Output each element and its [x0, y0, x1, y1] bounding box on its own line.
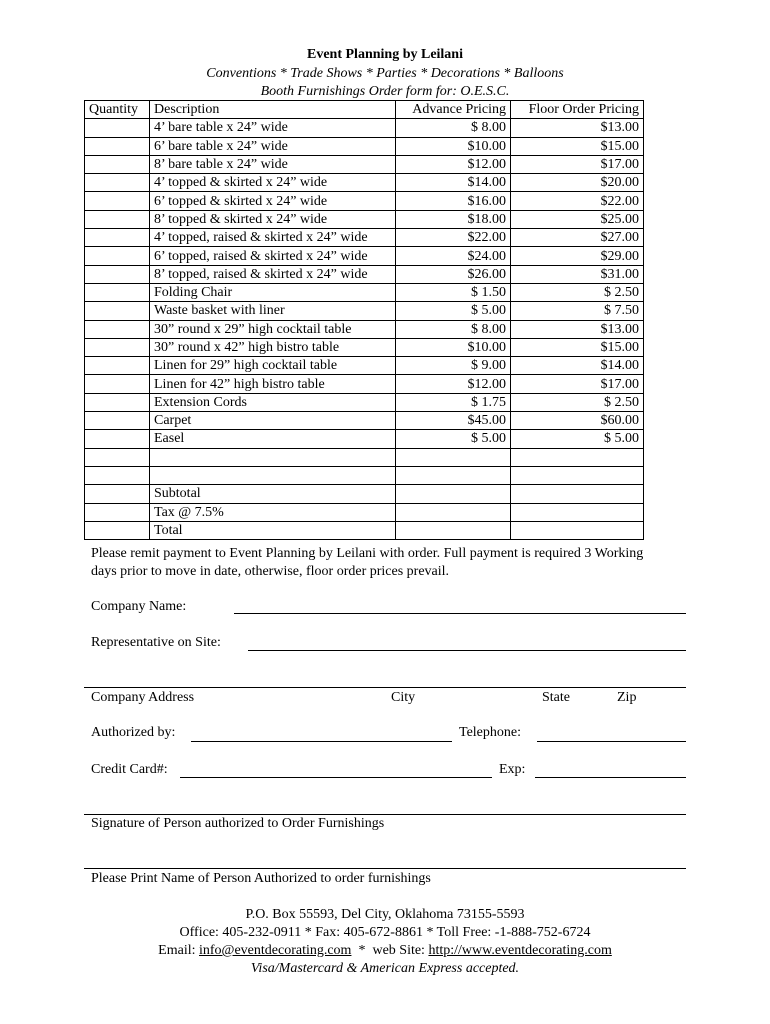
description-cell[interactable]	[150, 448, 396, 466]
table-row	[85, 320, 644, 338]
advance-price-cell: $10.00	[396, 137, 511, 155]
floor-price-cell: $ 2.50	[511, 393, 644, 411]
advance-price-cell: $ 5.00	[396, 302, 511, 320]
quantity-cell[interactable]	[85, 247, 150, 265]
total-row	[85, 521, 644, 539]
email-label: Email:	[158, 943, 196, 958]
description-cell: Folding Chair	[150, 283, 396, 301]
floor-price-cell: $20.00	[511, 174, 644, 192]
table-row	[85, 247, 644, 265]
company-address-field[interactable]	[84, 687, 686, 688]
company-name-field[interactable]	[234, 613, 686, 614]
website-link[interactable]: http://www.eventdecorating.com	[428, 943, 612, 958]
zip-label: Zip	[617, 690, 637, 705]
header-quantity: Quantity	[85, 101, 150, 119]
description-cell: 8’ topped & skirted x 24” wide	[150, 210, 396, 228]
advance-price-cell: $18.00	[396, 210, 511, 228]
floor-total-cell[interactable]	[511, 521, 644, 539]
quantity-cell	[85, 503, 150, 521]
blank-row	[85, 448, 644, 466]
table-row	[85, 174, 644, 192]
quantity-cell[interactable]	[85, 174, 150, 192]
city-label: City	[391, 690, 416, 705]
advance-price-cell: $ 8.00	[396, 320, 511, 338]
table-row	[85, 137, 644, 155]
advance-price-cell: $12.00	[396, 155, 511, 173]
description-cell: 6’ topped, raised & skirted x 24” wide	[150, 247, 396, 265]
quantity-cell[interactable]	[85, 137, 150, 155]
header-advance-pricing: Advance Pricing	[396, 101, 511, 119]
company-address-label: Company Address	[91, 690, 195, 705]
subtotal-label: Subtotal	[150, 485, 396, 503]
payment-note: Please remit payment to Event Planning by Leilani with order. Full payment is required 3 Working days prior to move in date, otherwise, floor order prices prevail.	[91, 546, 644, 579]
advance-price-cell: $ 5.00	[396, 430, 511, 448]
table-row	[85, 412, 644, 430]
quantity-cell[interactable]	[85, 375, 150, 393]
subtotal-row	[85, 485, 644, 503]
print-name-label: Please Print Name of Person Authorized to order furnishings	[91, 871, 431, 886]
floor-price-cell: $31.00	[511, 265, 644, 283]
floor-price-cell: $14.00	[511, 357, 644, 375]
telephone-label: Telephone:	[459, 725, 521, 740]
description-cell: 6’ bare table x 24” wide	[150, 137, 396, 155]
description-cell: Linen for 29” high cocktail table	[150, 357, 396, 375]
table-row	[85, 283, 644, 301]
floor-total-cell[interactable]	[511, 503, 644, 521]
description-cell: 30” round x 42” high bistro table	[150, 338, 396, 356]
quantity-cell[interactable]	[85, 119, 150, 137]
table-row	[85, 375, 644, 393]
quantity-cell[interactable]	[85, 357, 150, 375]
quantity-cell[interactable]	[85, 393, 150, 411]
advance-total-cell[interactable]	[396, 485, 511, 503]
order-table	[84, 100, 644, 540]
floor-price-cell[interactable]	[511, 466, 644, 484]
quantity-cell	[85, 485, 150, 503]
quantity-cell	[85, 521, 150, 539]
table-row	[85, 265, 644, 283]
tax-label: Tax @ 7.5%	[150, 503, 396, 521]
floor-price-cell: $60.00	[511, 412, 644, 430]
table-row	[85, 357, 644, 375]
footer-contact	[0, 942, 770, 960]
quantity-cell[interactable]	[85, 283, 150, 301]
floor-price-cell[interactable]	[511, 448, 644, 466]
print-name-field[interactable]	[84, 868, 686, 869]
advance-price-cell: $14.00	[396, 174, 511, 192]
footer-phones: Office: 405-232-0911 * Fax: 405-672-8861 * Toll Free: -1-888-752-6724	[179, 925, 591, 940]
advance-price-cell: $ 1.75	[396, 393, 511, 411]
header-description: Description	[150, 101, 396, 119]
header-floor-pricing: Floor Order Pricing	[511, 101, 644, 119]
exp-field[interactable]	[535, 777, 686, 778]
floor-price-cell: $15.00	[511, 137, 644, 155]
quantity-cell[interactable]	[85, 155, 150, 173]
description-cell: 8’ bare table x 24” wide	[150, 155, 396, 173]
credit-card-label: Credit Card#:	[91, 762, 168, 777]
company-name-label: Company Name:	[91, 599, 187, 614]
quantity-cell[interactable]	[85, 192, 150, 210]
floor-price-cell: $13.00	[511, 320, 644, 338]
floor-price-cell: $25.00	[511, 210, 644, 228]
advance-price-cell: $16.00	[396, 192, 511, 210]
services-subtitle: Conventions * Trade Shows * Parties * Decorations * Balloons	[206, 66, 564, 81]
table-row	[85, 430, 644, 448]
quantity-cell[interactable]	[85, 448, 150, 466]
email-link[interactable]: info@eventdecorating.com	[199, 943, 352, 958]
advance-price-cell: $26.00	[396, 265, 511, 283]
website-label: web Site:	[372, 943, 425, 958]
description-cell[interactable]	[150, 466, 396, 484]
table-header-row	[85, 101, 644, 119]
tax-row	[85, 503, 644, 521]
description-cell: 6’ topped & skirted x 24” wide	[150, 192, 396, 210]
floor-price-cell: $15.00	[511, 338, 644, 356]
advance-price-cell: $10.00	[396, 338, 511, 356]
footer-payment-cards	[0, 960, 770, 978]
advance-price-cell: $22.00	[396, 229, 511, 247]
document-title: Event Planning by Leilani	[307, 47, 463, 62]
quantity-cell[interactable]	[85, 338, 150, 356]
table-row	[85, 119, 644, 137]
quantity-cell[interactable]	[85, 265, 150, 283]
exp-label: Exp:	[499, 762, 526, 777]
form-title: Booth Furnishings Order form for: O.E.S.C.	[260, 84, 510, 99]
telephone-field[interactable]	[537, 741, 686, 742]
floor-price-cell: $17.00	[511, 155, 644, 173]
quantity-cell[interactable]	[85, 466, 150, 484]
floor-price-cell: $ 5.00	[511, 430, 644, 448]
description-cell: Easel	[150, 430, 396, 448]
signature-label: Signature of Person authorized to Order Furnishings	[91, 816, 385, 831]
description-cell: 4’ bare table x 24” wide	[150, 119, 396, 137]
table-row	[85, 155, 644, 173]
quantity-cell[interactable]	[85, 210, 150, 228]
table-row	[85, 192, 644, 210]
floor-price-cell: $29.00	[511, 247, 644, 265]
table-row	[85, 229, 644, 247]
advance-total-cell[interactable]	[396, 503, 511, 521]
description-cell: 4’ topped, raised & skirted x 24” wide	[150, 229, 396, 247]
floor-total-cell[interactable]	[511, 485, 644, 503]
authorized-by-field[interactable]	[191, 741, 452, 742]
quantity-cell[interactable]	[85, 320, 150, 338]
advance-price-cell: $ 1.50	[396, 283, 511, 301]
description-cell: 8’ topped, raised & skirted x 24” wide	[150, 265, 396, 283]
floor-price-cell: $ 7.50	[511, 302, 644, 320]
description-cell: Linen for 42” high bistro table	[150, 375, 396, 393]
advance-price-cell[interactable]	[396, 466, 511, 484]
floor-price-cell: $ 2.50	[511, 283, 644, 301]
advance-price-cell: $12.00	[396, 375, 511, 393]
floor-price-cell: $17.00	[511, 375, 644, 393]
floor-price-cell: $22.00	[511, 192, 644, 210]
state-label: State	[542, 690, 570, 705]
quantity-cell[interactable]	[85, 302, 150, 320]
footer-separator: *	[351, 943, 373, 958]
description-cell: 30” round x 29” high cocktail table	[150, 320, 396, 338]
description-cell: 4’ topped & skirted x 24” wide	[150, 174, 396, 192]
representative-label: Representative on Site:	[91, 635, 221, 650]
advance-price-cell: $24.00	[396, 247, 511, 265]
quantity-cell[interactable]	[85, 412, 150, 430]
table-row	[85, 393, 644, 411]
advance-price-cell[interactable]	[396, 448, 511, 466]
description-cell: Carpet	[150, 412, 396, 430]
total-label: Total	[150, 521, 396, 539]
advance-price-cell: $ 9.00	[396, 357, 511, 375]
table-row	[85, 338, 644, 356]
representative-field[interactable]	[248, 650, 686, 651]
floor-price-cell: $27.00	[511, 229, 644, 247]
blank-row	[85, 466, 644, 484]
floor-price-cell: $13.00	[511, 119, 644, 137]
advance-total-cell[interactable]	[396, 521, 511, 539]
credit-card-field[interactable]	[180, 777, 492, 778]
authorized-by-label: Authorized by:	[91, 725, 176, 740]
footer-address: P.O. Box 55593, Del City, Oklahoma 73155-5593	[245, 907, 525, 922]
quantity-cell[interactable]	[85, 229, 150, 247]
advance-price-cell: $ 8.00	[396, 119, 511, 137]
table-row	[85, 210, 644, 228]
payment-cards-note: Visa/Mastercard & American Express accepted.	[250, 961, 520, 976]
advance-price-cell: $45.00	[396, 412, 511, 430]
description-cell: Extension Cords	[150, 393, 396, 411]
table-row	[85, 302, 644, 320]
quantity-cell[interactable]	[85, 430, 150, 448]
description-cell: Waste basket with liner	[150, 302, 396, 320]
